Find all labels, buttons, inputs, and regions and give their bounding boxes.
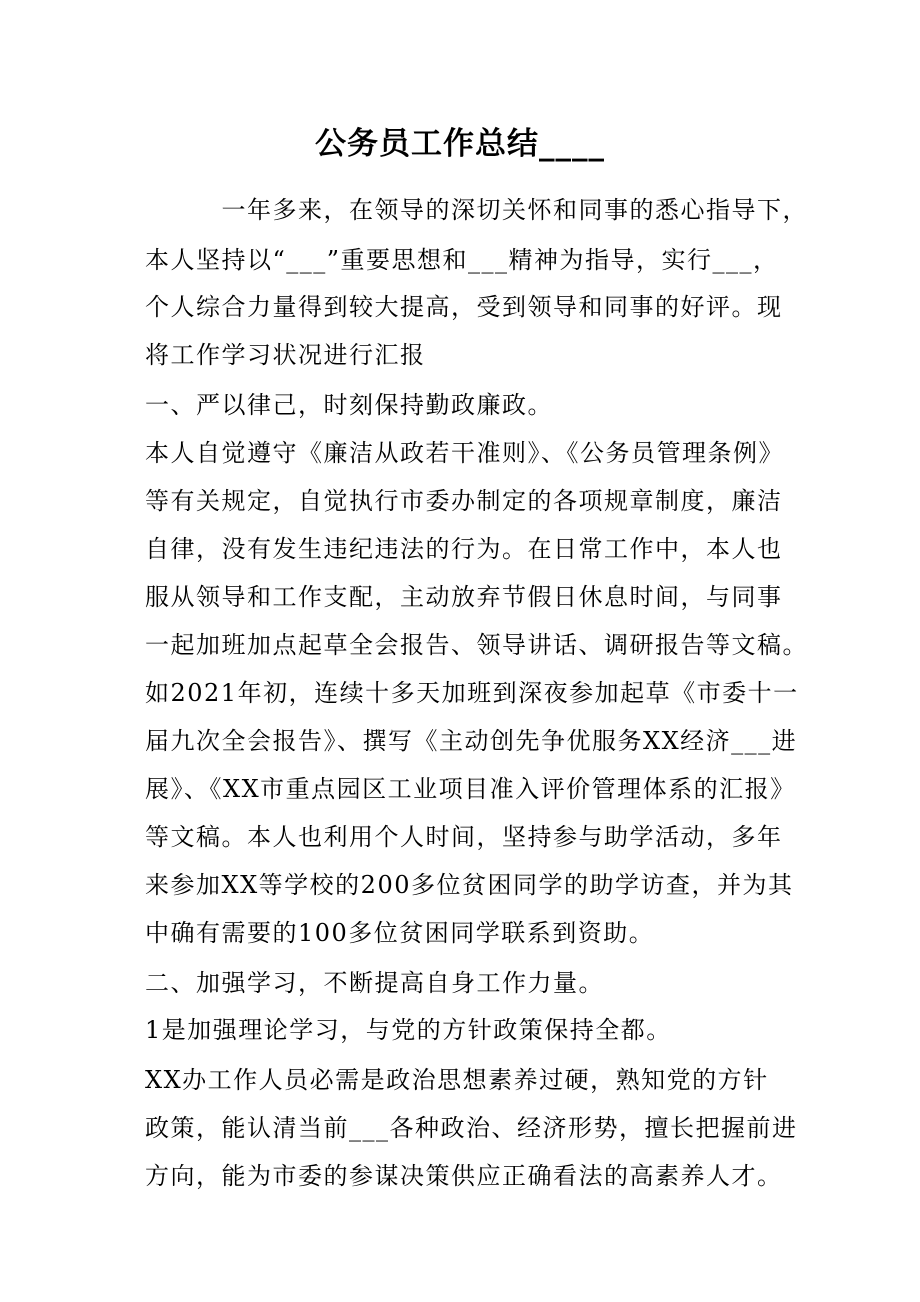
section-heading: 一、严以律己，时刻保持勤政廉政。 [145, 391, 553, 419]
paragraph-line: 服从领导和工作支配，主动放弃节假日休息时间，与同事 [145, 583, 783, 611]
paragraph-line: 自律，没有发生违纪违法的行为。在日常工作中，本人也 [145, 535, 783, 563]
paragraph-line: 等有关规定，自觉执行市委办制定的各项规章制度，廉洁 [145, 487, 783, 515]
document-title: 公务员工作总结____ [315, 126, 605, 162]
paragraph-line: 一年多来，在领导的深切关怀和同事的悉心指导下， [145, 196, 808, 224]
paragraph-line: 方向，能为市委的参谋决策供应正确看法的高素养人才。 [145, 1162, 783, 1190]
paragraph-line: 个人综合力量得到较大提高，受到领导和同事的好评。现 [145, 293, 783, 321]
paragraph-line: 展》、《XX市重点园区工业项目准入评价管理体系的汇报》 [145, 775, 796, 803]
section-heading: 二、加强学习，不断提高自身工作力量。 [145, 969, 604, 997]
paragraph-line: 届九次全会报告》、撰写《主动创先争优服务XX经济___进 [145, 727, 798, 755]
paragraph-line: 将工作学习状况进行汇报 [145, 341, 426, 369]
paragraph-line: 政策，能认清当前___各种政治、经济形势，擅长把握前进 [145, 1114, 798, 1142]
paragraph-line: XX办工作人员必需是政治思想素养过硬，熟知党的方针 [145, 1066, 769, 1094]
paragraph-line: 如2021年初，连续十多天加班到深夜参加起草《市委十一 [145, 679, 799, 707]
paragraph-line: 本人坚持以“___”重要思想和___精神为指导，实行___， [145, 246, 779, 274]
paragraph-line: 本人自觉遵守《廉洁从政若干准则》、《公务员管理条例》 [145, 439, 784, 467]
subsection-heading: 1是加强理论学习，与党的方针政策保持全都。 [145, 1016, 672, 1044]
paragraph-line: 一起加班加点起草全会报告、领导讲话、调研报告等文稿。 [145, 631, 808, 659]
paragraph-line: 来参加XX等学校的200多位贫困同学的助学访查，并为其 [145, 871, 794, 899]
paragraph-line: 中确有需要的100多位贫困同学联系到资助。 [145, 919, 655, 947]
paragraph-line: 等文稿。本人也利用个人时间，坚持参与助学活动，多年 [145, 823, 783, 851]
